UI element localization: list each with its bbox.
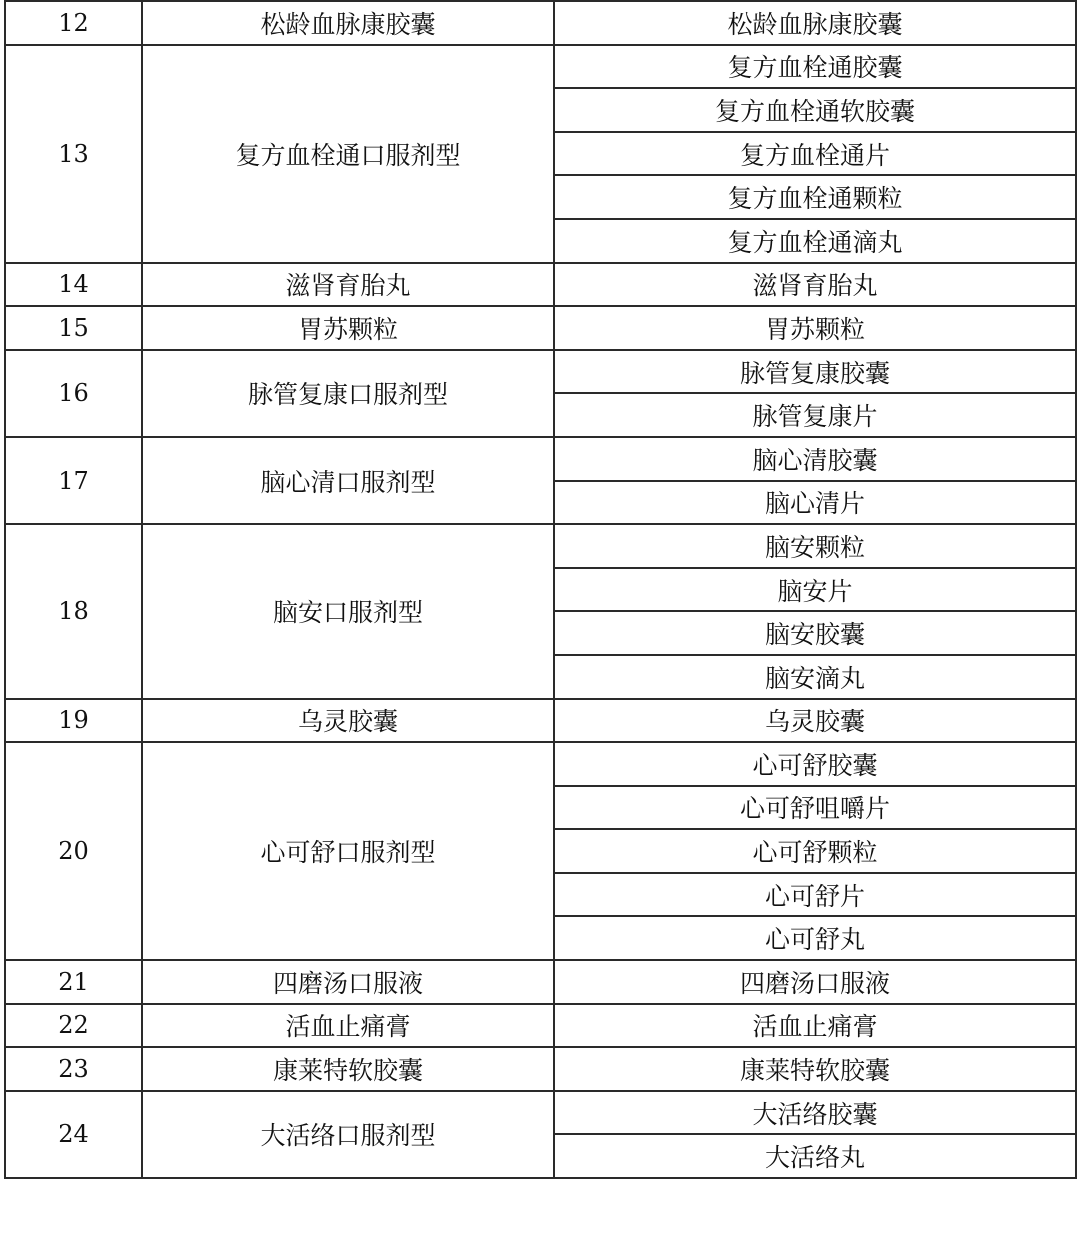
dosage-form-cell: 复方血栓通颗粒 xyxy=(554,175,1076,219)
dosage-form-cell: 乌灵胶囊 xyxy=(554,699,1076,743)
drug-name-cell: 乌灵胶囊 xyxy=(142,699,554,743)
dosage-form-cell: 复方血栓通胶囊 xyxy=(554,45,1076,89)
dosage-form-cell: 脑安滴丸 xyxy=(554,655,1076,699)
drug-name-cell: 四磨汤口服液 xyxy=(142,960,554,1004)
table-row xyxy=(5,699,1076,743)
dosage-form-cell: 脑安胶囊 xyxy=(554,611,1076,655)
drug-name-cell: 松龄血脉康胶囊 xyxy=(142,1,554,45)
dosage-form-cell: 复方血栓通片 xyxy=(554,132,1076,176)
table-row xyxy=(5,524,1076,568)
row-number: 16 xyxy=(5,350,142,437)
dosage-form-cell: 心可舒胶囊 xyxy=(554,742,1076,786)
row-number: 19 xyxy=(5,699,142,743)
table-row xyxy=(5,1,1076,45)
dosage-form-cell: 大活络胶囊 xyxy=(554,1091,1076,1135)
dosage-form-cell: 心可舒片 xyxy=(554,873,1076,917)
table-row xyxy=(5,1047,1076,1091)
dosage-form-cell: 复方血栓通滴丸 xyxy=(554,219,1076,263)
dosage-form-cell: 心可舒颗粒 xyxy=(554,829,1076,873)
drug-name-cell: 脑安口服剂型 xyxy=(142,524,554,698)
dosage-form-cell: 脑安颗粒 xyxy=(554,524,1076,568)
table-row xyxy=(5,1091,1076,1135)
row-number: 15 xyxy=(5,306,142,350)
dosage-form-cell: 脉管复康胶囊 xyxy=(554,350,1076,394)
dosage-form-cell: 四磨汤口服液 xyxy=(554,960,1076,1004)
dosage-form-cell: 心可舒丸 xyxy=(554,916,1076,960)
row-number: 18 xyxy=(5,524,142,698)
dosage-form-cell: 康莱特软胶囊 xyxy=(554,1047,1076,1091)
table-row xyxy=(5,45,1076,89)
dosage-form-cell: 滋肾育胎丸 xyxy=(554,263,1076,307)
dosage-form-cell: 脑心清胶囊 xyxy=(554,437,1076,481)
dosage-form-cell: 活血止痛膏 xyxy=(554,1004,1076,1048)
dosage-form-cell: 松龄血脉康胶囊 xyxy=(554,1,1076,45)
dosage-form-cell: 脑心清片 xyxy=(554,481,1076,525)
row-number: 24 xyxy=(5,1091,142,1178)
drug-name-cell: 胃苏颗粒 xyxy=(142,306,554,350)
row-number: 21 xyxy=(5,960,142,1004)
drug-name-cell: 康莱特软胶囊 xyxy=(142,1047,554,1091)
dosage-form-cell: 大活络丸 xyxy=(554,1134,1076,1178)
row-number: 14 xyxy=(5,263,142,307)
table-row xyxy=(5,306,1076,350)
drug-name-cell: 复方血栓通口服剂型 xyxy=(142,45,554,263)
row-number: 22 xyxy=(5,1004,142,1048)
drug-name-cell: 心可舒口服剂型 xyxy=(142,742,554,960)
table-row xyxy=(5,437,1076,481)
drug-name-cell: 脑心清口服剂型 xyxy=(142,437,554,524)
row-number: 17 xyxy=(5,437,142,524)
dosage-form-cell: 脑安片 xyxy=(554,568,1076,612)
drug-name-cell: 滋肾育胎丸 xyxy=(142,263,554,307)
drug-name-cell: 脉管复康口服剂型 xyxy=(142,350,554,437)
table-body xyxy=(5,1,1076,1178)
row-number: 23 xyxy=(5,1047,142,1091)
table-row xyxy=(5,742,1076,786)
table-row xyxy=(5,1004,1076,1048)
drug-table xyxy=(4,0,1077,1179)
row-number: 20 xyxy=(5,742,142,960)
table-row xyxy=(5,350,1076,394)
dosage-form-cell: 胃苏颗粒 xyxy=(554,306,1076,350)
drug-name-cell: 活血止痛膏 xyxy=(142,1004,554,1048)
dosage-form-cell: 脉管复康片 xyxy=(554,393,1076,437)
row-number: 13 xyxy=(5,45,142,263)
drug-name-cell: 大活络口服剂型 xyxy=(142,1091,554,1178)
table-row xyxy=(5,960,1076,1004)
table-row xyxy=(5,263,1076,307)
row-number: 12 xyxy=(5,1,142,45)
dosage-form-cell: 心可舒咀嚼片 xyxy=(554,786,1076,830)
dosage-form-cell: 复方血栓通软胶囊 xyxy=(554,88,1076,132)
